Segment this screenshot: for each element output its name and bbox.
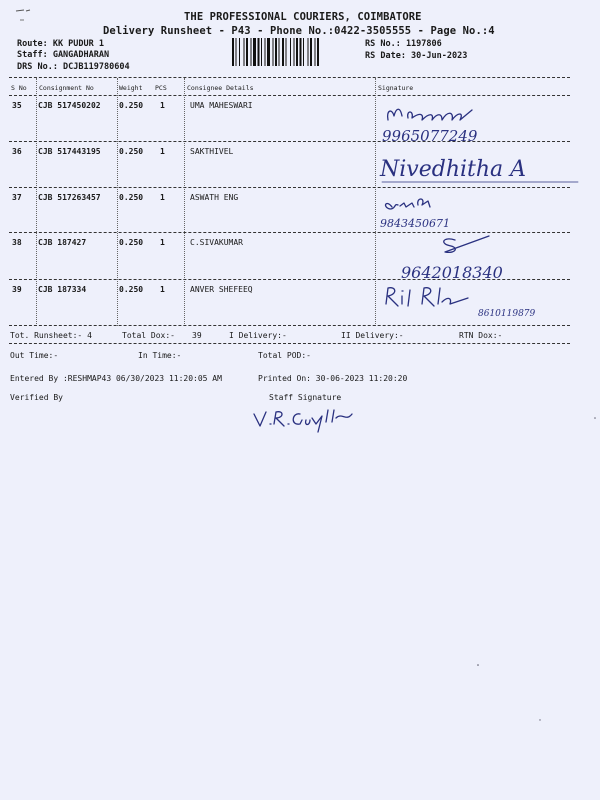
col-weight-header: Weight bbox=[119, 84, 143, 92]
route-label: Route: KK PUDUR 1 bbox=[17, 39, 104, 49]
row-sno: 35 bbox=[12, 101, 22, 110]
printed-on: Printed On: 30-06-2023 11:20:20 bbox=[258, 374, 408, 383]
signature-phone: 8610119879 bbox=[478, 309, 536, 319]
total-dox-value: 39 bbox=[192, 331, 202, 340]
row-sno: 39 bbox=[12, 285, 22, 294]
row-consignee: ANVER SHEFEEQ bbox=[190, 285, 253, 294]
row-sno: 36 bbox=[12, 147, 22, 156]
row-weight: 0.250 bbox=[119, 101, 144, 110]
in-time: In Time:- bbox=[138, 351, 182, 360]
total-dox-label: Total Dox:- bbox=[122, 331, 175, 340]
col-consignment-header: Consignment No bbox=[39, 84, 94, 92]
row-consignment: CJB 187334 bbox=[38, 285, 87, 294]
row-consignment: CJB 187427 bbox=[38, 238, 87, 247]
row-consignee: ASWATH ENG bbox=[190, 193, 239, 202]
row-consignee: C.SIVAKUMAR bbox=[190, 238, 243, 247]
rs-date: RS Date: 30-Jun-2023 bbox=[365, 51, 468, 61]
col-pcs-header: PCS bbox=[155, 84, 167, 92]
col-consignee-header: Consignee Details bbox=[187, 84, 254, 92]
signature-name: Nivedhitha A bbox=[380, 157, 527, 182]
row-weight: 0.250 bbox=[119, 238, 144, 247]
col-sno-header: S No bbox=[11, 84, 27, 92]
row-pcs: 1 bbox=[160, 101, 165, 110]
drs-number: DRS No.: DCJB119780604 bbox=[17, 62, 130, 72]
row-pcs: 1 bbox=[160, 193, 165, 202]
verified-by: Verified By bbox=[10, 393, 63, 402]
row-weight: 0.250 bbox=[119, 147, 144, 156]
i-delivery: I Delivery:- bbox=[229, 331, 287, 340]
total-pod: Total POD:- bbox=[258, 351, 311, 360]
row-pcs: 1 bbox=[160, 147, 165, 156]
row-consignee: UMA MAHESWARI bbox=[190, 101, 253, 110]
staff-label: Staff: GANGADHARAN bbox=[17, 50, 110, 60]
out-time: Out Time:- bbox=[10, 351, 59, 360]
rs-number: RS No.: 1197806 bbox=[365, 39, 442, 49]
ii-delivery: II Delivery:- bbox=[341, 331, 404, 340]
staff-signature-label: Staff Signature bbox=[269, 393, 342, 402]
row-consignment: CJB 517263457 bbox=[38, 193, 101, 202]
row-pcs: 1 bbox=[160, 238, 165, 247]
row-weight: 0.250 bbox=[119, 193, 144, 202]
row-sno: 37 bbox=[12, 193, 22, 202]
row-consignment: CJB 517443195 bbox=[38, 147, 101, 156]
tot-runsheet: Tot. Runsheet:- 4 bbox=[10, 331, 92, 340]
signature-phone: 9965077249 bbox=[382, 127, 478, 145]
row-pcs: 1 bbox=[160, 285, 165, 294]
company-title: THE PROFESSIONAL COURIERS, COIMBATORE bbox=[184, 11, 422, 23]
signature-phone: 9642018340 bbox=[401, 263, 503, 282]
col-signature-header: Signature bbox=[378, 84, 414, 92]
row-sno: 38 bbox=[12, 238, 22, 247]
row-consignment: CJB 517450202 bbox=[38, 101, 101, 110]
runsheet-subtitle: Delivery Runsheet - P43 - Phone No.:0422-3505555 - Page No.:4 bbox=[103, 25, 495, 37]
signature-phone: 9843450671 bbox=[380, 217, 450, 230]
entered-by: Entered By :RESHMAP43 06/30/2023 11:20:05 AM bbox=[10, 374, 222, 383]
row-consignee: SAKTHIVEL bbox=[190, 147, 234, 156]
rtn-dox: RTN Dox:- bbox=[459, 331, 503, 340]
row-weight: 0.250 bbox=[119, 285, 144, 294]
